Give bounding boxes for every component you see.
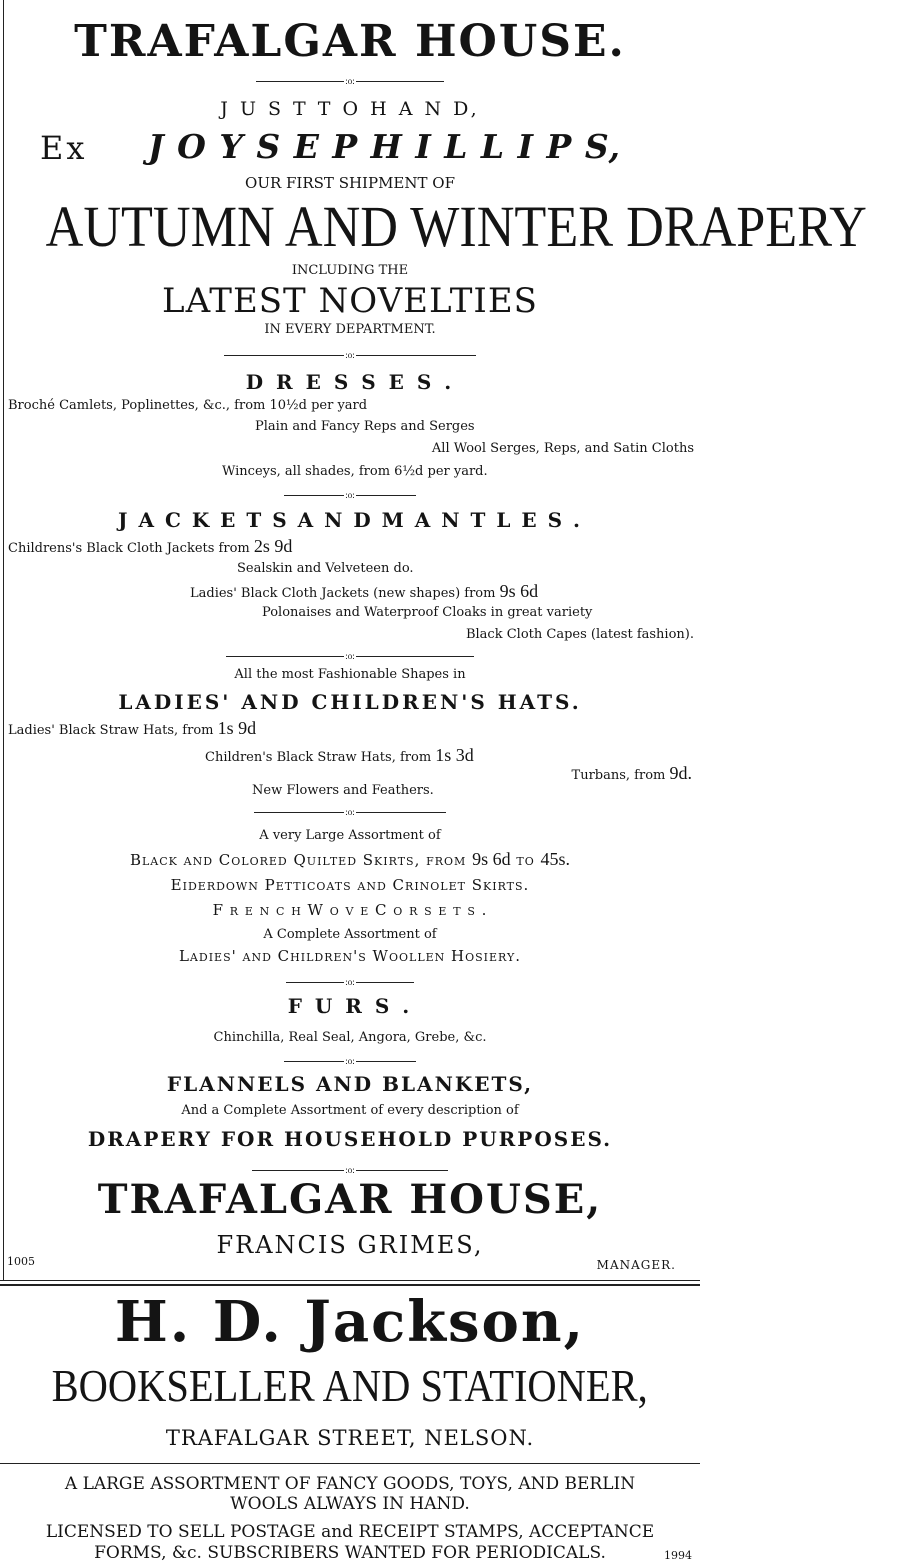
dresses-line: Plain and Fancy Reps and Serges	[255, 419, 475, 434]
eiderdown-line: Eiderdown Petticoats and Crinolet Skirts.	[170, 876, 530, 894]
separator: :o:	[0, 974, 700, 990]
price: 9s 6d	[472, 849, 511, 869]
separator: :o:	[0, 347, 700, 363]
complete-assortment-line: A Complete Assortment of	[263, 927, 437, 942]
hosiery-line: Ladies' and Children's Woollen Hosiery.	[178, 947, 522, 965]
price: 1s 3d	[435, 745, 474, 765]
price: 1s 9d	[217, 718, 257, 738]
ladies-jackets-line: Ladies' Black Cloth Jackets (new shapes) from 9s 6d	[190, 581, 539, 601]
furs-detail: Chinchilla, Real Seal, Angora, Grebe, &c.	[213, 1030, 487, 1045]
flannels-heading: FLANNELS AND BLANKETS,	[166, 1072, 534, 1096]
flowers-line: New Flowers and Feathers.	[252, 783, 434, 798]
divider-rule	[0, 1463, 700, 1464]
divider-rule	[0, 1280, 700, 1281]
price: 2s 9d	[253, 536, 293, 556]
autumn-winter-headline: AUTUMN AND WINTER DRAPERY	[45, 194, 867, 259]
ship-name: J O Y S E P H I L L I P S,	[148, 127, 621, 166]
separator: :o:	[0, 487, 700, 503]
ex-prefix: Ex	[40, 129, 88, 167]
ladies-straw-line: Ladies' Black Straw Hats, from 1s 9d	[8, 718, 257, 738]
capes-line: Black Cloth Capes (latest fashion).	[465, 627, 694, 642]
jackson-trade: BOOKSELLER AND STATIONER,	[51, 1360, 649, 1411]
dresses-line: Winceys, all shades, from 6½d per yard.	[222, 464, 488, 479]
ad-number: 1005	[7, 1255, 35, 1268]
jackson-licensed-line: FORMS, &c. SUBSCRIBERS WANTED FOR PERIODICALS.	[94, 1543, 606, 1563]
every-department: IN EVERY DEPARTMENT.	[264, 322, 436, 337]
separator: :o:	[0, 1053, 700, 1069]
jackson-licensed-line: LICENSED TO SELL POSTAGE and RECEIPT STAMPS, ACCEPTANCE	[45, 1522, 655, 1542]
corsets-line: F r e n c h W o v e C o r s e t s .	[212, 901, 488, 919]
jackets-heading: J A C K E T S A N D M A N T L E S .	[118, 508, 582, 532]
jackson-assortment-line: A LARGE ASSORTMENT OF FANCY GOODS, TOYS, AND BERLIN	[64, 1474, 636, 1494]
quilted-skirts-line: Black and Colored Quilted Skirts, from 9s 6d to 45s.	[129, 849, 571, 869]
jackson-trade-wrap	[0, 1360, 700, 1411]
trafalgar-title: TRAFALGAR HOUSE.	[74, 16, 626, 67]
including: INCLUDING THE	[291, 263, 409, 278]
assortment-line: And a Complete Assortment of every description of	[181, 1103, 519, 1118]
ad-number: 1994	[664, 1549, 692, 1562]
sealskin-line: Sealskin and Velveteen do.	[237, 561, 414, 576]
jackson-name: H. D. Jackson,	[114, 1289, 586, 1355]
jackson-street: TRAFALGAR STREET, NELSON.	[165, 1426, 535, 1450]
first-shipment: OUR FIRST SHIPMENT OF	[245, 174, 455, 192]
separator: :o:	[0, 804, 700, 820]
dresses-line: Broché Camlets, Poplinettes, &c., from 10½d per yard	[8, 398, 368, 413]
price: 45s.	[540, 849, 571, 869]
furs-heading: F U R S .	[287, 994, 413, 1018]
just-to-hand: J U S T T O H A N D,	[220, 98, 480, 120]
latest-novelties: LATEST NOVELTIES	[162, 281, 538, 321]
price: 9s 6d	[499, 581, 539, 601]
divider-rule	[0, 1284, 700, 1286]
polonaises-line: Polonaises and Waterproof Cloaks in great variety	[262, 605, 593, 620]
hats-heading: LADIES' AND CHILDREN'S HATS.	[118, 690, 582, 714]
price: 9d.	[669, 763, 692, 783]
headline-wrap	[0, 194, 867, 260]
manager-label: MANAGER.	[596, 1258, 676, 1272]
jackson-assortment-line: WOOLS ALWAYS IN HAND.	[230, 1494, 470, 1514]
manager-name: FRANCIS GRIMES,	[216, 1231, 484, 1259]
dresses-heading: D R E S S E S .	[245, 370, 455, 394]
separator: :o:	[0, 648, 700, 664]
children-straw-line: Children's Black Straw Hats, from 1s 3d	[205, 745, 474, 765]
trafalgar-footer-title: TRAFALGAR HOUSE,	[97, 1176, 603, 1223]
separator: :o:	[0, 1162, 700, 1178]
separator: :o:	[0, 73, 700, 89]
dresses-line: All Wool Serges, Reps, and Satin Cloths	[431, 441, 694, 456]
skirts-intro: A very Large Assortment of	[259, 828, 441, 843]
hats-intro: All the most Fashionable Shapes in	[234, 667, 466, 682]
childrens-jackets-line: Childrens's Black Cloth Jackets from 2s 9d	[8, 536, 293, 556]
turbans-line: Turbans, from 9d.	[571, 763, 692, 783]
drapery-heading: DRAPERY FOR HOUSEHOLD PURPOSES.	[87, 1127, 613, 1151]
